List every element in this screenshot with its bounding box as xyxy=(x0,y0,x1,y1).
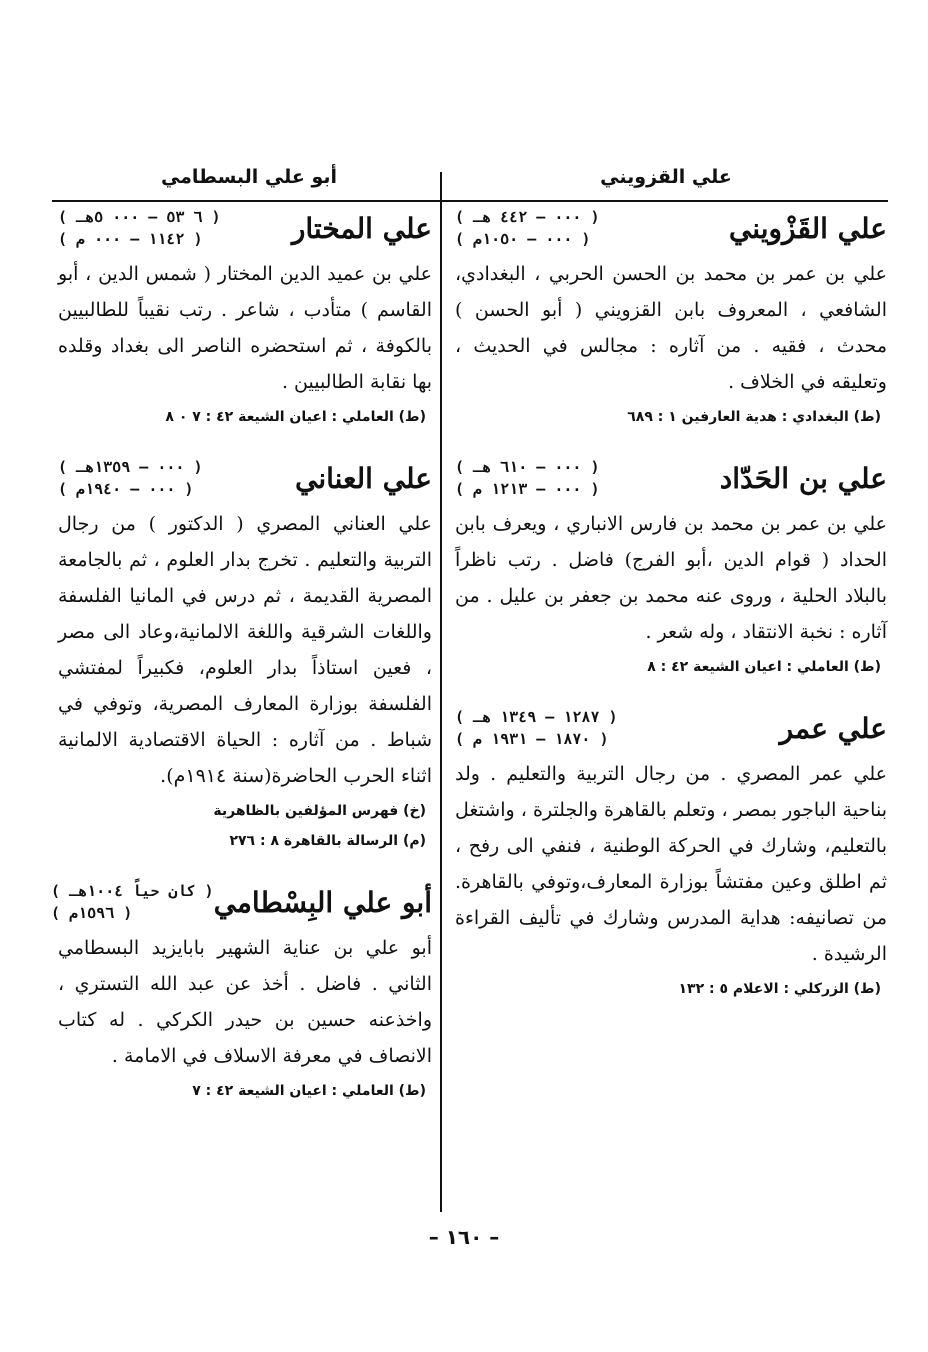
entry-source: (ط) البغدادي : هدية العارفين ١ : ٦٨٩ xyxy=(627,409,881,425)
entry-dates xyxy=(51,880,214,924)
entry-name: أبو علي البِسْطامي xyxy=(213,885,432,919)
entry-ali-anani xyxy=(58,456,432,854)
entry-source: (خ) فهرس المؤلفين بالظاهرية xyxy=(213,803,426,819)
date-hijri: ( ٠٠٠ – ٤٤٢ هـ ) xyxy=(455,208,600,226)
date-gregorian: ( ١٥٩٦م ) xyxy=(51,904,133,922)
entry-header xyxy=(51,880,432,924)
date-hijri: ( ٠٠٠ – ٦١٠ هـ ) xyxy=(455,458,600,476)
entry-name: علي القَزْويني xyxy=(728,211,887,245)
entry-body: علي بن عميد الدين المختار ( شمس الدين ، أبو القاسم ) متأدب ، شاعر . رتب نقيباً للطالبيين بالكوفة ، ثم استحضره الناصر الى بغداد وقلده بها نقابة الطالبيين . xyxy=(58,263,432,393)
entry-header xyxy=(58,206,432,250)
date-gregorian: ( ١٨٧٠ – ١٩٣١ م ) xyxy=(455,730,609,748)
entry-name: علي المختار xyxy=(291,211,432,245)
date-hijri: ( ١٢٨٧ – ١٣٤٩ هـ ) xyxy=(455,708,618,726)
entry-dates xyxy=(455,206,600,250)
entry-ali-mukhtar xyxy=(58,206,432,430)
entry-dates xyxy=(58,206,221,250)
header-rule xyxy=(52,200,888,202)
left-column xyxy=(51,206,432,1130)
entry-header xyxy=(455,456,887,500)
date-gregorian: ( ١١٤٢ – ٠٠٠ م ) xyxy=(58,230,203,248)
entry-header xyxy=(455,206,887,250)
date-gregorian: ( ٠٠٠ – ١٢١٣ م ) xyxy=(455,480,600,498)
entry-body: علي بن عمر بن محمد بن فارس الانباري ، ويعرف بابن الحداد ( قوام الدين ،أبو الفرج) فاضل . رتب ناظراً بالبلاد الحلية ، وروى عنه محمد بن جعفر بن عليل . من آثاره : نخبة الانتقاد ، وله شعر . xyxy=(455,513,887,643)
entry-dates xyxy=(455,456,600,500)
entry-ali-ibn-haddad xyxy=(455,456,887,680)
entry-ali-omar xyxy=(455,706,887,1002)
running-head-left: أبو علي البسطامي xyxy=(160,166,338,188)
date-gregorian: ( ٠٠٠ – ١٩٤٠م ) xyxy=(58,480,194,498)
entry-dates xyxy=(58,456,203,500)
entry-source: (ط) العاملي : اعيان الشيعة ٤٢ : ٨ xyxy=(647,659,881,675)
entry-name: علي عمر xyxy=(779,711,887,745)
column-divider xyxy=(440,172,442,1212)
entry-source: (ط) العاملي : اعيان الشيعة ٤٢ : ٧ xyxy=(192,1083,426,1099)
entry-source: (م) الرسالة بالقاهرة ٨ : ٢٧٦ xyxy=(229,833,426,849)
entry-body: علي العناني المصري ( الدكتور ) من رجال التربية والتعليم . تخرج بدار العلوم ، ثم بالجامعة المصرية القديمة ، ثم درس في المانيا الفلسفة واللغات الشرقية واللغة الالمانية،وعاد الى مصر ، فعين استاذاً بدار العلوم، فكبيراً لمفتشي الفلسفة بوزارة المعارف المصرية، وتوفي في شباط . من آثاره : الحياة الاقتصادية الالمانية اثناء الحرب الحاضرة(سنة ١٩١٤م). xyxy=(58,513,432,787)
entry-ali-qazwini xyxy=(455,206,887,430)
entry-body: علي بن عمر بن محمد بن الحسن الحربي ، البغدادي، الشافعي ، المعروف بابن القزويني ( أبو الحسن ) محدث ، فقيه . من آثاره : مجالس في الحديث ، وتعليقه في الخلاف . xyxy=(455,263,887,393)
date-gregorian: ( ٠٠٠ – ١٠٥٠م ) xyxy=(455,230,591,248)
entry-name: علي العناني xyxy=(295,461,432,495)
entry-dates xyxy=(455,706,618,750)
date-hijri: ( ٦ ٥٣ – ٠٠٠ ٥هـ ) xyxy=(58,208,221,226)
entry-source: (ط) الزركلي : الاعلام ٥ : ١٣٢ xyxy=(678,981,881,997)
entry-header xyxy=(455,706,887,750)
entry-header xyxy=(58,456,432,500)
entry-body: أبو علي بن عناية الشهير بابايزيد البسطامي الثاني . فاضل . أخذ عن عبد الله التستري ، واخذعنه حسين بن حيدر الكركي . له كتاب الانصاف في معرفة الاسلاف في الامامة . xyxy=(58,937,432,1067)
entry-name: علي بن الحَدّاد xyxy=(719,461,887,495)
entry-body: علي عمر المصري . من رجال التربية والتعليم . ولد بناحية الباجور بمصر ، وتعلم بالقاهرة والجلترة ، واشتغل بالتعليم، وشارك في الحركة الوطنية ، فنفي الى رفح ، ثم اطلق وعين مفتشاً بوزارة المعارف،وتوفي بالقاهرة. من تصانيفه: هداية المدرس وشارك في تأليف القراءة الرشيدة . xyxy=(455,763,887,965)
date-hijri: ( ٠٠٠ – ١٣٥٩هـ ) xyxy=(58,458,203,476)
entry-abu-ali-bistami xyxy=(51,880,432,1104)
entry-source: (ط) العاملي : اعيان الشيعة ٤٢ : ٧ ٠ ٨ xyxy=(165,409,426,425)
running-head-right: علي القزويني xyxy=(600,166,732,188)
page-number: – ١٦٠ – xyxy=(428,1225,500,1249)
date-hijri: ( كان حياً ١٠٠٤هـ ) xyxy=(51,882,214,900)
right-column xyxy=(455,206,887,1028)
